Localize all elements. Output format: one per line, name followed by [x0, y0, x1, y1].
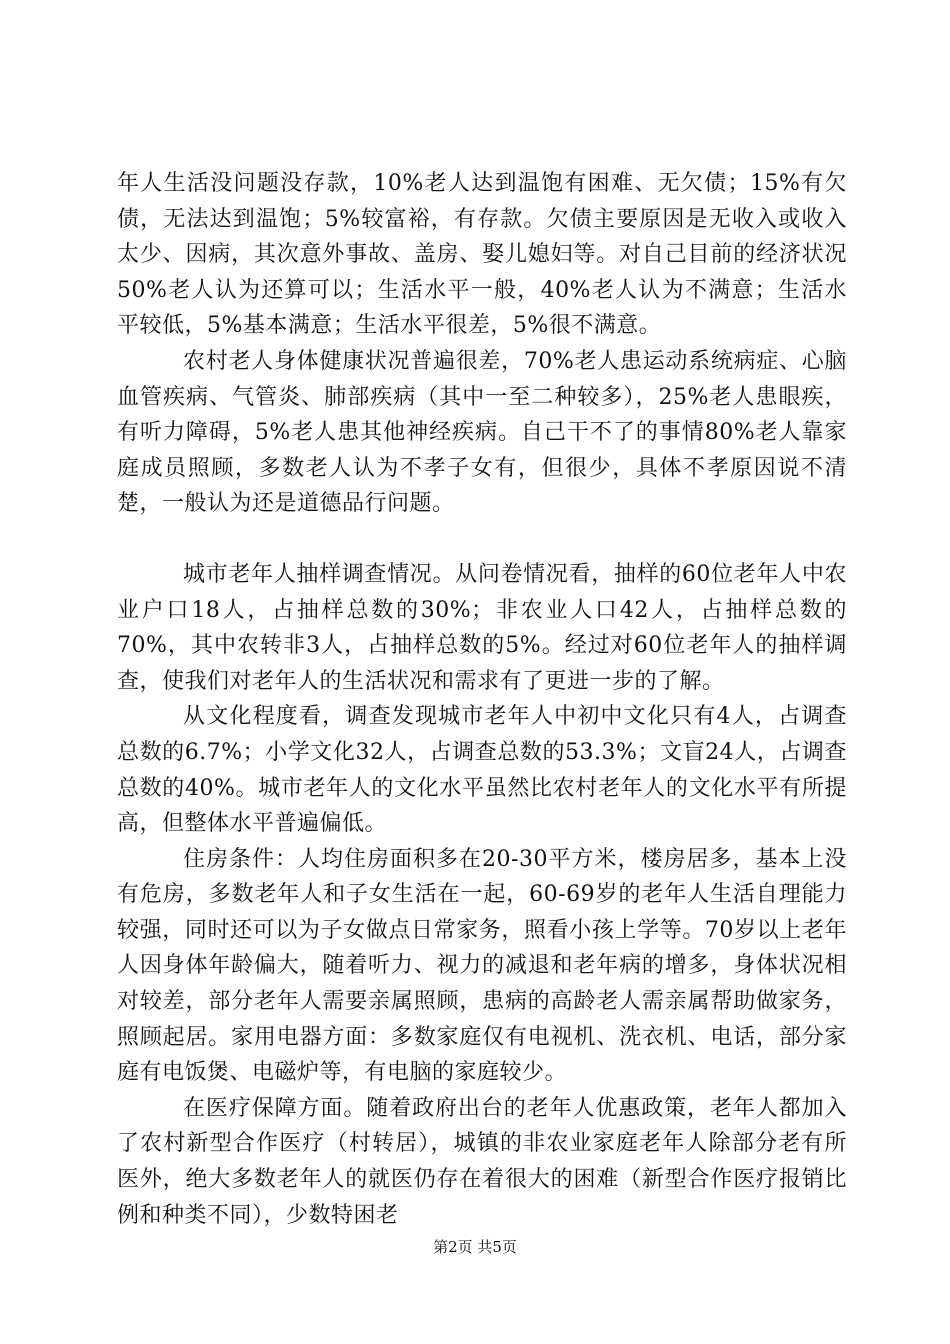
paragraph-economic-status: 年人生活没问题没存款，10%老人达到温饱有困难、无欠债；15%有欠债，无法达到温饱；5%较富裕，有存款。欠债主要原因是无收入或收入太少、因病，其次意外事故、盖房、娶儿媳妇等。对自己目前的经济状况50%老人认为还算可以；生活水平一般，40%老人认为不满意；生活水平较低，5%基本满意；生活水平很差，5%很不满意。	[117, 171, 847, 339]
paragraph-housing: 住房条件：人均住房面积多在20-30平方米，楼房居多，基本上没有危房，多数老年人和子女生活在一起，60-69岁的老年人生活自理能力较强，同时还可以为子女做点日常家务，照看小孩上学等。70岁以上老年人因身体年龄偏大，随着听力、视力的减退和老年病的增多，身体状况相对较差，部分老年人需要亲属照顾，患病的高龄老人需亲属帮助做家务，照顾起居。家用电器方面：多数家庭仅有电视机、洗衣机、电话，部分家庭有电饭煲、电磁炉等，有电脑的家庭较少。	[117, 846, 847, 1086]
page-number: 第2页 共5页	[433, 1238, 517, 1256]
document-body	[117, 166, 847, 1233]
paragraph-medical-care: 在医疗保障方面。随着政府出台的老年人优惠政策，老年人都加入了农村新型合作医疗（村转居），城镇的非农业家庭老年人除部分老有所医外，绝大多数老年人的就医仍存在着很大的困难（新型合作医疗报销比例和种类不同），少数特困老	[117, 1095, 847, 1228]
page-footer	[0, 1236, 950, 1257]
paragraph-education-level: 从文化程度看，调查发现城市老年人中初中文化只有4人，占调查总数的6.7%；小学文化32人，占调查总数的53.3%；文盲24人，占调查总数的40%。城市老年人的文化水平虽然比农村老年人的文化水平有所提高，但整体水平普遍偏低。	[117, 704, 847, 837]
paragraph-urban-survey: 城市老年人抽样调查情况。从问卷情况看，抽样的60位老年人中农业户口18人，占抽样总数的30%；非农业人口42人，占抽样总数的70%，其中农转非3人，占抽样总数的5%。经过对60位老年人的抽样调查，使我们对老年人的生活状况和需求有了更进一步的了解。	[117, 561, 847, 694]
paragraph-rural-health: 农村老人身体健康状况普遍很差，70%老人患运动系统病症、心脑血管疾病、气管炎、肺部疾病（其中一至二种较多），25%老人患眼疾，有听力障碍，5%老人患其他神经疾病。自己干不了的事情80%老人靠家庭成员照顾，多数老人认为不孝子女有，但很少，具体不孝原因说不清楚，一般认为还是道德品行问题。	[117, 348, 847, 517]
